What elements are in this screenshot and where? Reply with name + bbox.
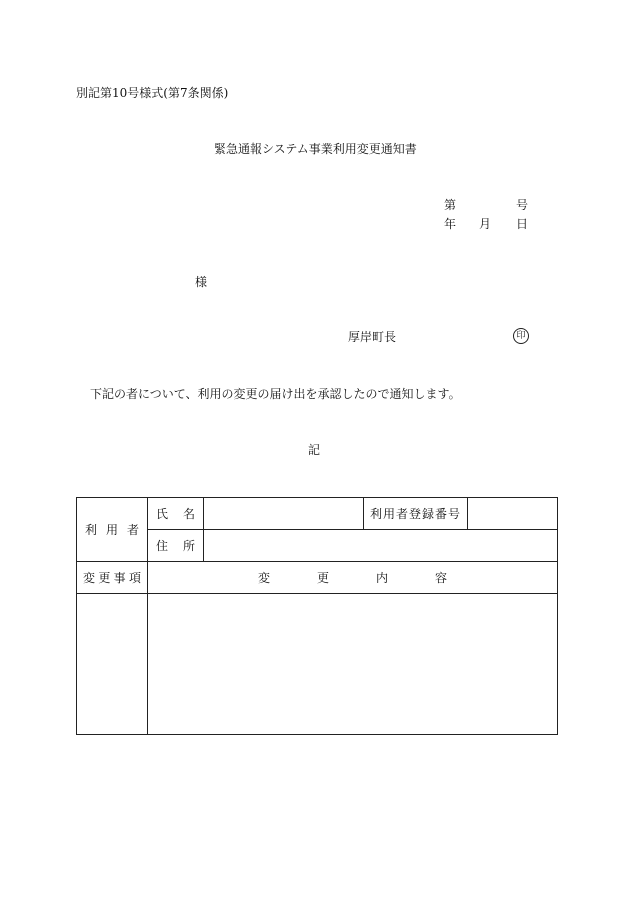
change-content-label-char: 容	[434, 570, 447, 585]
change-item-label-char: 項	[128, 570, 141, 585]
change-item-label-cell	[77, 562, 148, 594]
document-number-prefix: 第	[444, 198, 457, 212]
change-item-field[interactable]	[77, 594, 148, 735]
address-label-char: 所	[182, 538, 195, 553]
address-field[interactable]	[204, 530, 558, 562]
user-label-char: 利	[85, 522, 98, 537]
name-label-char: 氏	[156, 506, 169, 521]
change-item-label-char: 変	[83, 570, 96, 585]
issuer-name: 厚岸町長	[348, 330, 397, 344]
seal-mark: 印	[513, 328, 529, 344]
registration-number-label: 利用者登録番号	[364, 498, 468, 530]
change-content-label-char: 内	[375, 570, 388, 585]
ki-heading: 記	[308, 443, 321, 457]
document-number-suffix: 号	[516, 198, 529, 212]
user-label-char: 者	[126, 522, 139, 537]
notification-body: 下記の者について、利用の変更の届け出を承認したので通知します。	[90, 387, 461, 401]
address-label-char: 住	[156, 538, 169, 553]
change-content-label-char: 変	[258, 570, 271, 585]
change-content-label-char: 更	[316, 570, 329, 585]
form-reference: 別記第10号様式(第7条関係)	[76, 86, 229, 100]
date-month-label: 月	[479, 217, 492, 231]
date-year-label: 年	[444, 217, 457, 231]
name-label-char: 名	[182, 506, 195, 521]
change-item-label-char: 事	[113, 570, 126, 585]
name-label-cell	[148, 498, 204, 530]
registration-number-field[interactable]	[468, 498, 558, 530]
addressee-honorific: 様	[195, 275, 208, 289]
date-day-label: 日	[516, 217, 529, 231]
user-label-char: 用	[105, 522, 118, 537]
address-label-cell	[148, 530, 204, 562]
change-content-field[interactable]	[148, 594, 558, 735]
change-notification-table	[76, 497, 558, 735]
change-item-label-char: 更	[98, 570, 111, 585]
document-title: 緊急通報システム事業利用変更通知書	[214, 142, 417, 156]
user-label-cell	[77, 498, 148, 562]
name-field[interactable]	[204, 498, 364, 530]
change-content-label-cell	[148, 562, 558, 594]
